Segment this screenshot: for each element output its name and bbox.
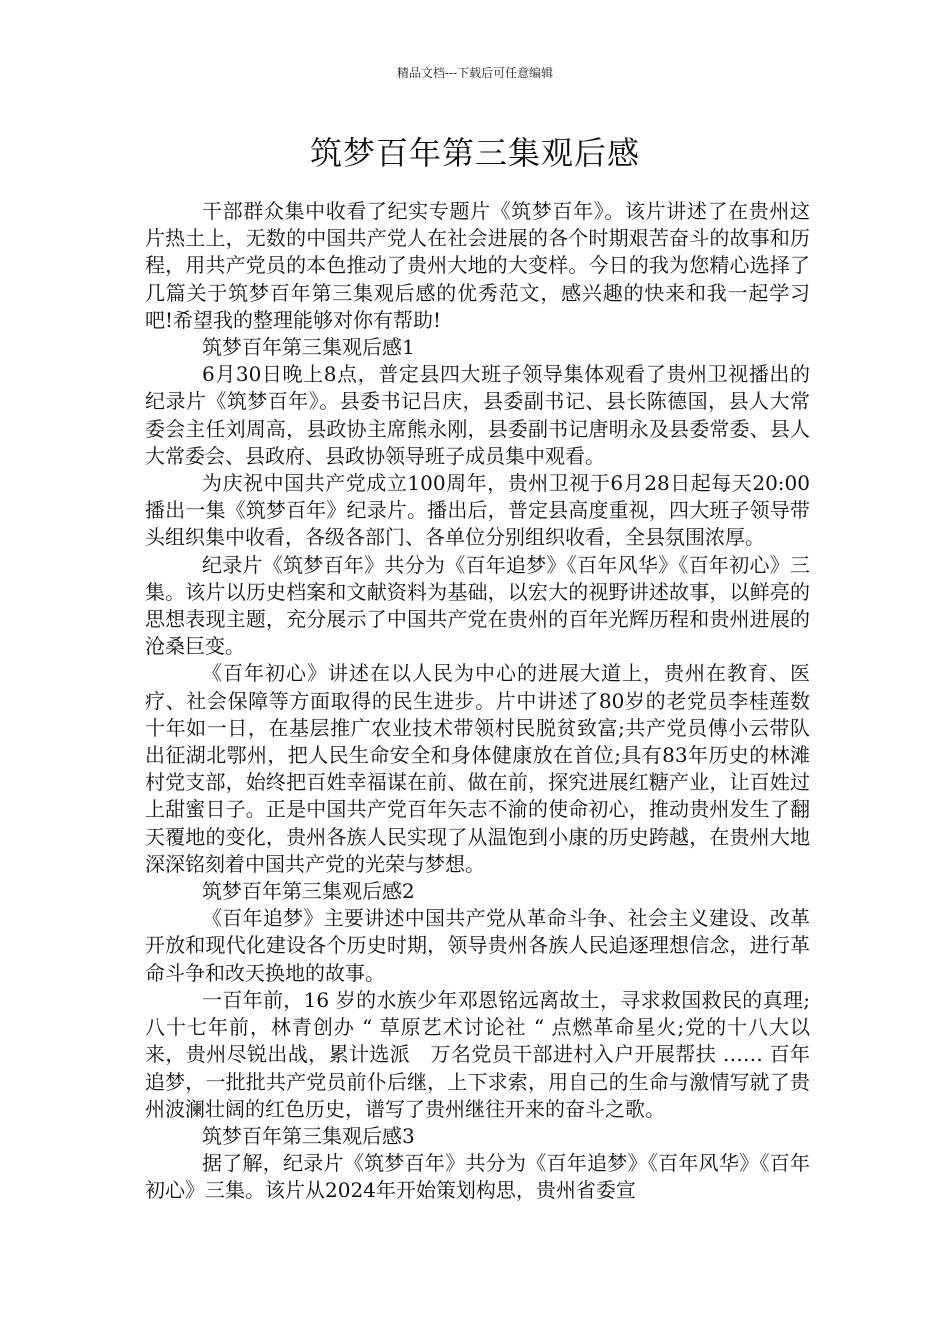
body-paragraph: 6月30日晚上8点，普定县四大班子领导集体观看了贵州卫视播出的纪录片《筑梦百年》。县委书记吕庆，县委副书记、县长陈德国，县人大常委会主任刘周高，县政协主席熊永刚，县委副书记唐明永及县委常委、县人大常委会、县政府、县政协领导班子成员集中观看。 xyxy=(145,362,810,468)
body-paragraph: 《百年追梦》主要讲述中国共产党从革命斗争、社会主义建设、改革开放和现代化建设各个历史时期，领导贵州各族人民追逐理想信念，进行革命斗争和改天换地的故事。 xyxy=(145,906,810,985)
body-paragraph: 纪录片《筑梦百年》共分为《百年追梦》《百年风华》《百年初心》三集。该片以历史档案和文献资料为基础，以宏大的视野讲述故事，以鲜亮的思想表现主题，充分展示了中国共产党在贵州的百年光辉历程和贵州进展的沧桑巨变。 xyxy=(145,552,810,659)
body-paragraph: 《百年初心》讲述在以人民为中心的进展大道上，贵州在教育、医疗、社会保障等方面取得的民生进步。片中讲述了80岁的老党员李桂莲数十年如一日，在基层推广农业技术带领村民脱贫致富;共产党员傅小云带队出征湖北鄂州，把人民生命安全和身体健康放在首位;具有83年历史的林滩村党支部，始终把百姓幸福谋在前、做在前，探究进展红糖产业，让百姓过上甜蜜日子。正是中国共产党百年矢志不渝的使命初心，推动贵州发生了翻天覆地的变化，贵州各族人民实现了从温饱到小康的历史跨越，在贵州大地深深铭刻着中国共产党的光荣与梦想。 xyxy=(145,661,810,876)
body-paragraph: 为庆祝中国共产党成立100周年，贵州卫视于6月28日起每天20:00播出一集《筑梦百年》纪录片。播出后，普定县高度重视，四大班子领导带头组织集中收看，各级各部门、各单位分别组织收看，全县氛围浓厚。 xyxy=(145,471,810,550)
section-heading-1: 筑梦百年第三集观后感1 xyxy=(202,335,415,360)
body-paragraph: 一百年前，16 岁的水族少年邓恩铭远离故土，寻求救国救民的真理;八十七年前，林青创办 “ 草原艺术讨论社 “ 点燃革命星火;党的十八大以来，贵州尽锐出战，累计选派 万名党员干部进村入户开展帮扶 …… 百年追梦，一批批共产党员前仆后继，上下求索，用自己的生命与激情写就了贵州波澜壮阔的红色历史，谱写了贵州继往开来的奋斗之歌。 xyxy=(145,987,810,1121)
body-paragraph: 据了解，纪录片《筑梦百年》共分为《百年追梦》《百年风华》《百年初心》三集。该片从2024年开始策划构思，贵州省委宣 xyxy=(145,1151,810,1203)
page-header: 精品文档---下载后可任意编辑 xyxy=(396,66,554,80)
intro-paragraph: 干部群众集中收看了纪实专题片《筑梦百年》。该片讲述了在贵州这片热土上，无数的中国共产党人在社会进展的各个时期艰苦奋斗的故事和历程，用共产党员的本色推动了贵州大地的大变样。今日的我为您精心选择了几篇关于筑梦百年第三集观后感的优秀范文，感兴趣的快来和我一起学习吧!希望我的整理能够对你有帮助! xyxy=(145,199,810,332)
section-heading-2: 筑梦百年第三集观后感2 xyxy=(202,879,415,904)
page-title: 筑梦百年第三集观后感 xyxy=(309,134,640,172)
section-heading-3: 筑梦百年第三集观后感3 xyxy=(202,1123,415,1148)
document-body xyxy=(145,198,810,1205)
